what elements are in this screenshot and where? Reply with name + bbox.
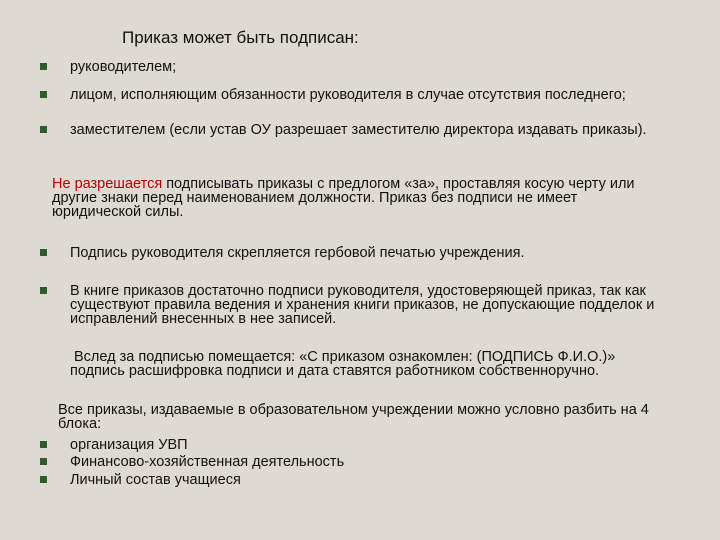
blocks-intro: Все приказы, издаваемые в образовательном учреждении можно условно разбить на 4 блока: (58, 402, 649, 432)
list-item (40, 284, 680, 340)
list-item (40, 438, 680, 452)
square-bullet-icon (40, 63, 47, 70)
square-bullet-icon (40, 249, 47, 256)
square-bullet-icon (40, 476, 47, 483)
list-item (40, 123, 680, 151)
notice-highlight: Не разрешается (52, 176, 163, 192)
square-bullet-icon (40, 126, 47, 133)
square-bullet-icon (40, 458, 47, 465)
square-bullet-icon (40, 441, 47, 448)
notice-paragraph (52, 177, 664, 219)
block-text: Личный состав учащиеся (70, 472, 241, 488)
list-item (40, 455, 680, 469)
notice-text: подписывать приказы с предлогом «за», проставляя косую черту или другие знаки перед наименованием должности. Приказ без подписи не имеет юридической силы. (52, 176, 635, 220)
seal-text: Подпись руководителя скрепляется гербовой печатью учреждения. (70, 245, 525, 261)
list-item (40, 246, 680, 260)
square-bullet-icon (40, 287, 47, 294)
signer-text: руководителем; (70, 59, 177, 75)
signer-text: лицом, исполняющим обязанности руководителя в случае отсутствия последнего; (70, 87, 626, 103)
acquaint-paragraph: Вслед за подписью помещается: «С приказом ознакомлен: (ПОДПИСЬ Ф.И.О.)» подпись расшифровка подписи и дата ставятся работником собственноручно. (70, 349, 616, 379)
list-item (40, 473, 680, 487)
slide-title: Приказ может быть подписан: (122, 28, 359, 47)
book-text: В книге приказов достаточно подписи руководителя, удостоверяющей приказ, так как существуют правила ведения и хранения книги приказов, не допускающие подделок и исправлений внесенных в нее записей. (70, 283, 655, 327)
signer-text: заместителем (если устав ОУ разрешает заместителю директора издавать приказы). (70, 122, 647, 138)
square-bullet-icon (40, 91, 47, 98)
list-item (40, 88, 680, 116)
block-text: Финансово-хозяйственная деятельность (70, 454, 345, 470)
list-item (40, 60, 680, 74)
block-text: организация УВП (70, 437, 188, 453)
